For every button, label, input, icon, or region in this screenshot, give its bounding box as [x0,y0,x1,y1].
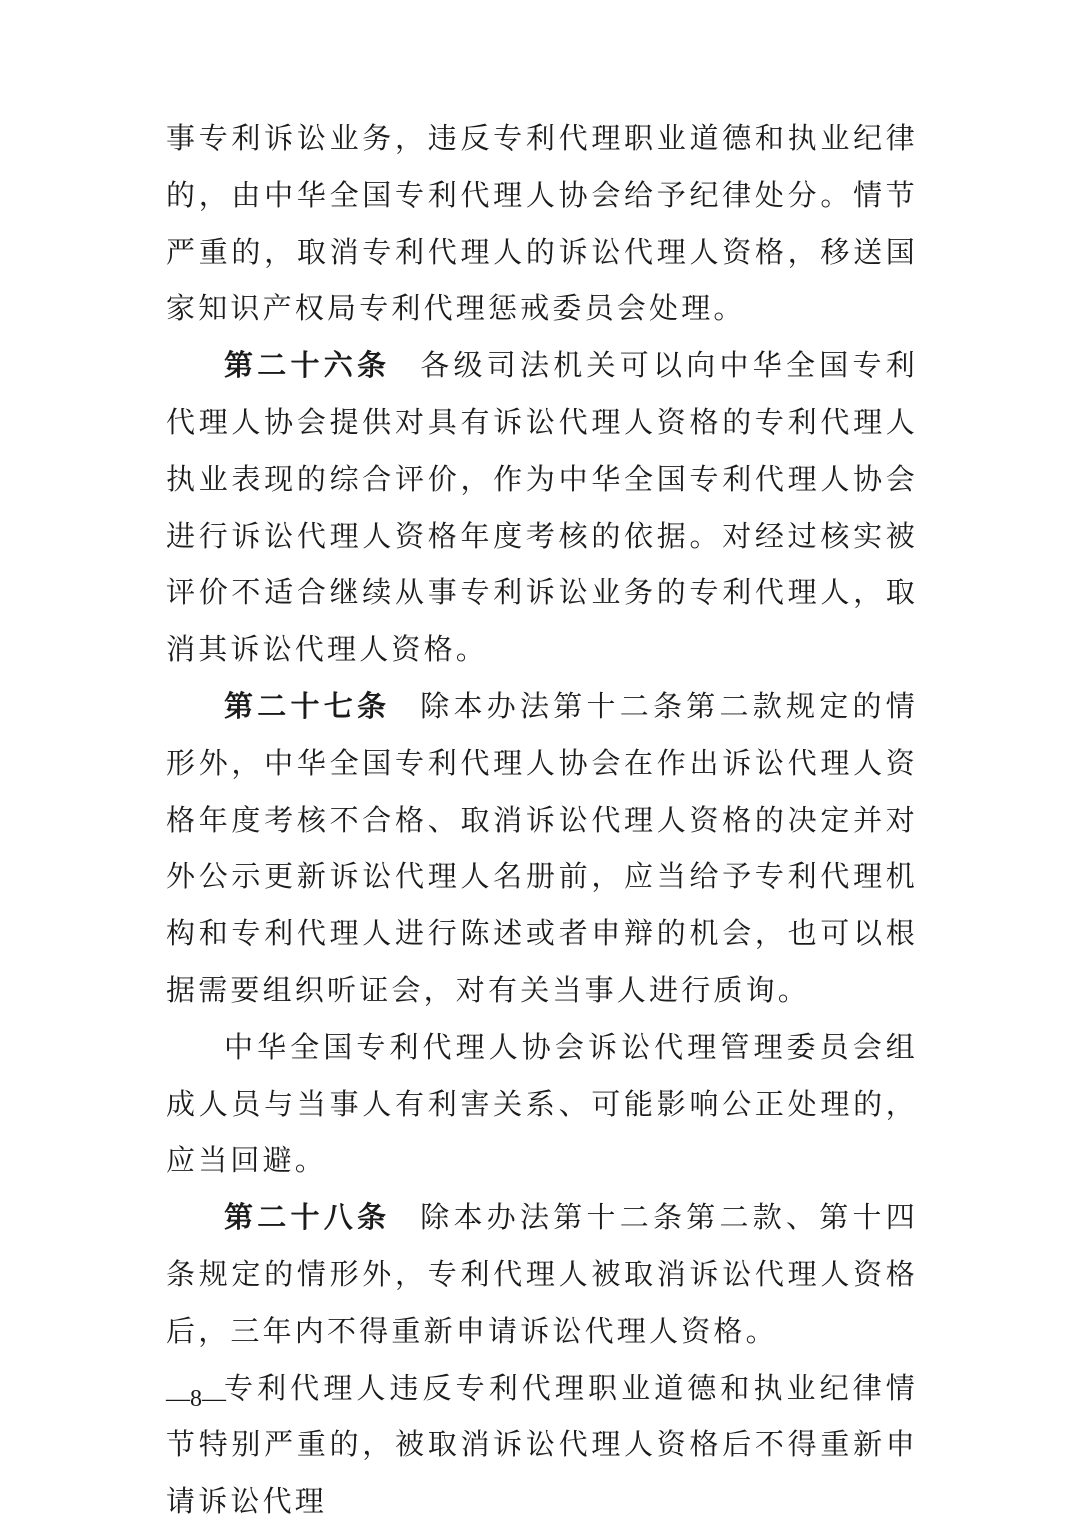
article-28-title: 第二十八条 [224,1200,391,1235]
article-27-text: 除本办法第十二条第二款规定的情形外，中华全国专利代理人协会在作出诉讼代理人资格年度考核不合格、取消诉讼代理人资格的决定并对外公示更新诉讼代理人名册前，应当给予专利代理机构和专利代理人进行陈述或者申辩的机会，也可以根据需要组织听证会，对有关当事人进行质询。 [166,688,918,1007]
document-body [166,110,918,1530]
article-26-title: 第二十六条 [224,348,391,383]
article-27-title: 第二十七条 [224,688,391,723]
article-28-text: 除本办法第十二条第二款、第十四条规定的情形外，专利代理人被取消诉讼代理人资格后，三年内不得重新申请诉讼代理人资格。 [166,1200,918,1348]
article-28-paragraph [166,1189,918,1359]
article-26-text: 各级司法机关可以向中华全国专利代理人协会提供对具有诉讼代理人资格的专利代理人执业表现的综合评价，作为中华全国专利代理人协会进行诉讼代理人资格年度考核的依据。对经过核实被评价不适合继续从事专利诉讼业务的专利代理人，取消其诉讼代理人资格。 [166,348,918,667]
article-28-second-paragraph: 专利代理人违反专利代理职业道德和执业纪律情节特别严重的，被取消诉讼代理人资格后不得重新申请诉讼代理 [166,1370,918,1519]
article-26-paragraph [166,337,918,678]
continuation-paragraph: 事专利诉讼业务，违反专利代理职业道德和执业纪律的，由中华全国专利代理人协会给予纪律处分。情节严重的，取消专利代理人的诉讼代理人资格，移送国家知识产权局专利代理惩戒委员会处理。 [166,121,918,326]
article-27-paragraph [166,678,918,1019]
article-27-second-paragraph: 中华全国专利代理人协会诉讼代理管理委员会组成人员与当事人有利害关系、可能影响公正处理的，应当回避。 [166,1029,918,1178]
page-number: —8— [166,1386,226,1412]
